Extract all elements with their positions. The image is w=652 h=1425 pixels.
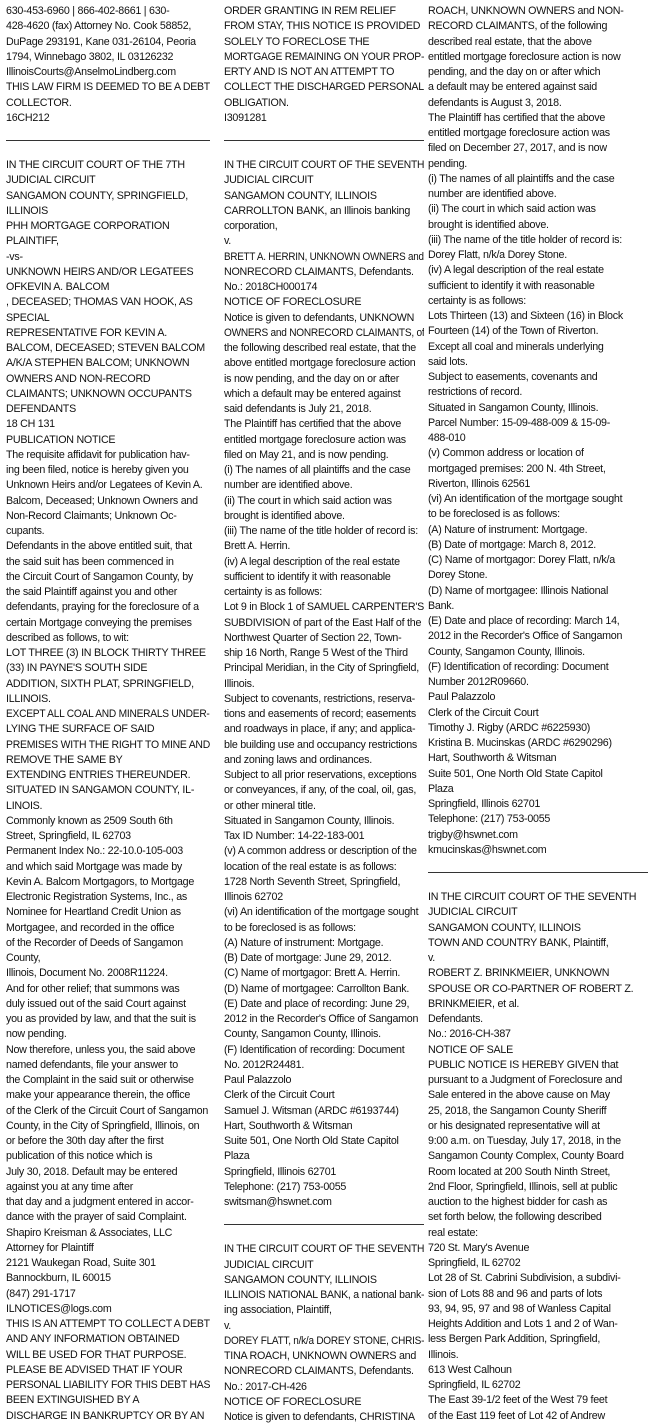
notice-text-line: County, Sangamon County, Illinois. — [224, 1028, 381, 1041]
notice-text-line: TOWN AND COUNTRY BANK, Plaintiff, — [428, 936, 609, 949]
notice-text-line: above entitled mortgage foreclosure action — [224, 357, 416, 370]
notice-text-line: Kevin A. Balcom Mortgagors, to Mortgage — [6, 875, 195, 888]
notice-text-line: entitled mortgage foreclosure action was — [224, 433, 406, 446]
notice-text-line: Defendants in the above entitled suit, that — [6, 540, 192, 553]
notice-text-line: or his designated representative will at — [428, 1119, 600, 1132]
notice-text-line: No.: 2017-CH-426 — [224, 1380, 307, 1393]
notice-text-line: The Plaintiff has certified that the above — [428, 111, 606, 124]
notice-text-line: filed on May 21, and is now pending. — [224, 448, 389, 461]
notice-text-line: (F) Identification of recording: Document — [224, 1043, 405, 1056]
notice-text-line: 25, 2018, the Sangamon County Sheriff — [428, 1104, 607, 1117]
notice-text-line: The East 39-1/2 feet of the West 79 feet — [428, 1394, 608, 1407]
notice-text-line: Plaza — [224, 1150, 250, 1163]
notice-text-line: 428-4620 (fax) Attorney No. Cook 58852, — [6, 20, 192, 33]
notice-text-line: TINA ROACH, UNKNOWN OWNERS and — [224, 1350, 417, 1362]
notice-text-line: Electronic Registration Systems, Inc., as — [6, 891, 188, 903]
notice-text-line: SUBDIVISION of part of the East Half of the — [224, 616, 422, 629]
notice-text-line: A/K/A STEPHEN BALCOM; UNKNOWN — [6, 357, 190, 370]
notice-text-line: ORDER GRANTING IN REM RELIEF — [224, 5, 396, 17]
notice-text-line: Timothy J. Rigby (ARDC #6225930) — [428, 721, 591, 734]
notice-text-line: of the East 119 feet of Lot 42 of Andrew — [428, 1409, 605, 1422]
notice-text-line: and which said Mortgage was made by — [6, 860, 183, 873]
notice-text-line: that day and a judgment entered in accor- — [6, 1196, 194, 1208]
notice-text-line: Springfield, IL 62702 — [428, 1257, 521, 1269]
notice-text-line: NOTICE OF SALE — [428, 1043, 513, 1056]
notice-text-line: OWNERS AND NON-RECORD — [6, 372, 151, 385]
notice-text-line: mortgaged premises: 200 N. 4th Street, — [428, 462, 606, 475]
notice-text-line: SANGAMON COUNTY, ILLINOIS — [428, 921, 581, 934]
notice-text-line: PUBLICATION NOTICE — [6, 433, 116, 446]
notice-text-line: ILNOTICES@logs.com — [6, 1302, 112, 1315]
notice-text-line: described real estate, that the above — [428, 35, 592, 48]
notice-text-line: ILLINOIS NATIONAL BANK, a national bank- — [224, 1289, 424, 1301]
legal-notice — [224, 4, 424, 126]
notice-text-line: I3091281 — [224, 111, 267, 124]
notice-text-line: Lot 28 of St. Cabrini Subdivision, a subdivi- — [428, 1272, 621, 1285]
notice-text-line: OWNERS and NONRECORD CLAIMANTS, of — [224, 326, 424, 339]
notice-text-line: (vi) An identification of the mortgage sought — [428, 493, 623, 505]
notice-text-line: ble building use and occupancy restrictions — [224, 738, 418, 751]
notice-text-line: (i) The names of all plaintiffs and the case — [224, 464, 411, 476]
notice-divider — [6, 140, 210, 141]
notice-text-line: OBLIGATION. — [224, 96, 289, 109]
notice-text-line: Clerk of the Circuit Court — [428, 706, 539, 719]
notice-text-line: Except all coal and minerals underlying — [428, 340, 604, 353]
notice-text-line: JUDICIAL CIRCUIT — [6, 174, 96, 187]
notice-text-line: July 30, 2018. Default may be entered — [6, 1165, 178, 1178]
notice-text-line: The requisite affidavit for publication hav- — [6, 448, 190, 461]
notice-text-line: Heights Addition and Lots 1 and 2 of Wan- — [428, 1318, 618, 1330]
notice-text-line: switsman@hswnet.com — [224, 1196, 332, 1208]
notice-text-line: County, — [6, 952, 41, 964]
notice-text-line: Street, Springfield, IL 62703 — [6, 830, 131, 842]
notice-text-line: DEFENDANTS — [6, 403, 76, 415]
notice-text-line: (B) Date of mortgage: March 8, 2012. — [428, 538, 597, 551]
notice-text-line: IN THE CIRCUIT COURT OF THE SEVENTH — [224, 159, 424, 171]
notice-text-line: Principal Meridian, in the City of Springfield, — [224, 662, 419, 675]
notice-text-line: Suite 501, One North Old State Capitol — [428, 767, 603, 780]
notice-text-line: SANGAMON COUNTY, ILLINOIS — [224, 1273, 377, 1286]
notice-text-line: SPECIAL — [6, 311, 50, 324]
notice-text-line: now pending. — [6, 1028, 67, 1041]
notice-text-line: Riverton, Illinois 62561 — [428, 477, 531, 490]
notice-text-line: number are identified above. — [428, 188, 557, 200]
notice-text-line: pending, and the day on or after which — [428, 66, 601, 78]
notice-text-line: IllinoisCourts@AnselmoLindberg.com — [6, 66, 176, 78]
notice-text-line: Brett A. Herrin. — [224, 540, 291, 553]
notice-text-line: CLAIMANTS; UNKNOWN OCCUPANTS — [6, 387, 192, 400]
notice-text-line: 2012 in the Recorder's Office of Sangamon — [224, 1013, 419, 1025]
notice-text-line: RECORD CLAIMANTS, of the following — [428, 20, 608, 33]
notice-text-line: LOT THREE (3) IN BLOCK THIRTY THREE — [6, 647, 206, 659]
notice-text-line: DISCHARGE IN BANKRUPTCY OR BY AN — [6, 1409, 205, 1422]
notice-text-line: corporation, — [224, 220, 278, 232]
notice-text-line: restrictions of record. — [428, 386, 523, 399]
notice-text-line: the said Plaintiff against you and other — [6, 586, 178, 598]
notice-text-line: make your appearance therein, the office — [6, 1089, 191, 1102]
notice-text-line: 2nd Floor, Springfield, Illinois, sell at public — [428, 1180, 618, 1193]
notice-text-line: REMOVE THE SAME BY — [6, 753, 123, 766]
notice-text-line: ing association, Plaintiff, — [224, 1304, 332, 1317]
notice-text-line: AND ANY INFORMATION OBTAINED — [6, 1333, 180, 1346]
notice-text-line: real estate: — [428, 1226, 478, 1239]
notice-text-line: which a default may be entered against — [224, 387, 401, 400]
notice-text-line: the Complaint in the said suit or otherwise — [6, 1074, 194, 1086]
notice-text-line: REPRESENTATIVE FOR KEVIN A. — [6, 326, 167, 339]
notice-text-line: to be foreclosed is as follows: — [224, 921, 356, 934]
notice-text-line: Illinois 62702 — [224, 891, 283, 903]
notice-text-line: entitled mortgage foreclosure action was — [428, 127, 610, 139]
notice-text-line: (847) 291-1717 — [6, 1287, 76, 1300]
notice-text-line: said lots. — [428, 355, 468, 368]
notice-text-line: kmucinskas@hswnet.com — [428, 843, 547, 856]
notice-text-line: (C) Name of mortgagor: Brett A. Herrin. — [224, 967, 401, 980]
notice-text-line: ship 16 North, Range 5 West of the Third — [224, 647, 408, 659]
notice-text-line: brought is identified above. — [224, 509, 345, 522]
notice-text-line: sufficient to identify it with reasonable — [224, 570, 391, 583]
notice-text-line: pending. — [428, 157, 468, 170]
notice-text-line: trigby@hswnet.com — [428, 828, 518, 841]
legal-notice — [224, 158, 424, 1210]
notice-text-line: Paul Palazzolo — [428, 691, 496, 704]
notice-text-line: duly issued out of the said Court against — [6, 997, 186, 1010]
notice-text-line: -vs- — [6, 250, 23, 263]
notice-text-line: IN THE CIRCUIT COURT OF THE SEVENTH — [428, 891, 637, 903]
notice-text-line: Subject to easements, covenants and — [428, 371, 598, 383]
notice-text-line: Number 2012R09660. — [428, 676, 529, 688]
notice-text-line: NOTICE OF FORECLOSURE — [224, 1395, 362, 1408]
notice-text-line: Sangamon County Complex, County Board — [428, 1150, 624, 1163]
notice-text-line: EXTENDING ENTRIES THEREUNDER. — [6, 769, 191, 781]
notice-text-line: the following described real estate, that the — [224, 342, 416, 354]
notice-text-line: JUDICIAL CIRCUIT — [224, 174, 314, 187]
notice-text-line: 630-453-6960 | 866-402-8661 | 630- — [6, 5, 170, 17]
notice-text-line: (iii) The name of the title holder of record is: — [428, 233, 622, 246]
notice-text-line: NONRECORD CLAIMANTS, Defendants. — [224, 265, 414, 278]
notice-text-line: CARROLLTON BANK, an Illinois banking — [224, 204, 411, 217]
notice-text-line: NONRECORD CLAIMANTS, Defendants. — [224, 1365, 414, 1378]
notice-text-line: Notice is given to defendants, CHRISTINA — [224, 1411, 415, 1423]
notice-text-line: SOLELY TO FORECLOSE THE — [224, 35, 370, 48]
notice-text-line: PREMISES WITH THE RIGHT TO MINE AND — [6, 738, 210, 751]
notice-text-line: Situated in Sangamon County, Illinois. — [428, 401, 599, 414]
notice-text-line: (iv) A legal description of the real estate — [428, 264, 604, 277]
notice-text-line: defendants, praying for the foreclosure of a — [6, 601, 199, 614]
notice-text-line: (A) Nature of instrument: Mortgage. — [224, 936, 384, 949]
notice-text-line: Room located at 200 South Ninth Street, — [428, 1165, 611, 1178]
notice-text-line: 93, 94, 95, 97 and 98 of Wanless Capital — [428, 1302, 611, 1315]
notice-text-line: Paul Palazzolo — [224, 1074, 292, 1086]
notice-text-line: or other mineral title. — [224, 799, 316, 812]
notice-text-line: Lot 9 in Block 1 of SAMUEL CARPENTER'S — [224, 601, 424, 614]
notice-text-line: And for other relief; that summons was — [6, 982, 180, 995]
notice-text-line: LYING THE SURFACE OF SAID — [6, 723, 155, 736]
notice-text-line: BRETT A. HERRIN, UNKNOWN OWNERS and — [224, 250, 424, 263]
notice-text-line: Northwest Quarter of Section 22, Town- — [224, 631, 402, 644]
notice-text-line: Bank. — [428, 599, 455, 612]
notice-text-line: (A) Nature of instrument: Mortgage. — [428, 523, 588, 536]
notice-text-line: ILLINOIS. — [6, 692, 51, 705]
notice-text-line: The Plaintiff has certified that the above — [224, 418, 402, 431]
notice-text-line: LINOIS. — [6, 799, 43, 812]
notice-text-line: (ii) The court in which said action was — [224, 494, 392, 507]
notice-text-line: PLEASE BE ADVISED THAT IF YOUR — [6, 1363, 183, 1376]
notice-text-line: sion of Lots 88 and 96 and parts of lots — [428, 1287, 603, 1300]
notice-text-line: location of the real estate is as follows: — [224, 860, 397, 873]
notice-text-line: Suite 501, One North Old State Capitol — [224, 1135, 399, 1147]
notice-text-line: ROBERT Z. BRINKMEIER, UNKNOWN — [428, 967, 610, 980]
notice-text-line: DOREY FLATT, n/k/a DOREY STONE, CHRIS- — [224, 1334, 424, 1347]
notice-text-line: UNKNOWN HEIRS AND/OR LEGATEES — [6, 265, 194, 278]
notice-text-line: publication of this notice which is — [6, 1150, 153, 1163]
column-left — [6, 4, 210, 1424]
notice-text-line: 16CH212 — [6, 111, 50, 124]
notice-text-line: Hart, Southworth & Witsman — [428, 752, 557, 765]
notice-divider — [428, 872, 648, 873]
notice-text-line: IN THE CIRCUIT COURT OF THE 7TH — [6, 159, 185, 171]
notice-text-line: Sale entered in the above cause on May — [428, 1089, 610, 1102]
notice-text-line: certainty is as follows: — [428, 294, 526, 307]
notice-text-line: FROM STAY, THIS NOTICE IS PROVIDED — [224, 20, 421, 33]
notice-text-line: THIS IS AN ATTEMPT TO COLLECT A DEBT — [6, 1318, 210, 1330]
notice-text-line: EXCEPT ALL COAL AND MINERALS UNDER- — [6, 708, 210, 720]
notice-text-line: 613 West Calhoun — [428, 1363, 512, 1376]
notice-text-line: Unknown Heirs and/or Legatees of Kevin A. — [6, 479, 203, 492]
notice-text-line: Samuel J. Witsman (ARDC #6193744) — [224, 1104, 399, 1117]
column-right — [428, 4, 648, 1424]
notice-text-line: said defendants is July 21, 2018. — [224, 403, 372, 415]
notice-text-line: Parcel Number: 15-09-488-009 & 15-09- — [428, 416, 611, 429]
notice-divider — [224, 1224, 424, 1225]
notice-text-line: Now therefore, unless you, the said above — [6, 1043, 196, 1056]
notice-text-line: (33) IN PAYNE'S SOUTH SIDE — [6, 662, 148, 675]
notice-text-line: Subject to all prior reservations, exceptions — [224, 769, 417, 781]
notice-divider — [224, 140, 424, 141]
notice-text-line: Fourteen (14) of the Town of Riverton. — [428, 325, 599, 338]
notice-text-line: entitled mortgage foreclosure action is now — [428, 50, 621, 63]
notice-text-line: to be foreclosed is as follows: — [428, 508, 560, 521]
legal-notice — [224, 1242, 424, 1425]
notice-text-line: OFKEVIN A. BALCOM — [6, 281, 110, 293]
notice-text-line: brought is identified above. — [428, 218, 549, 231]
notice-text-line: certain Mortgage conveying the premises — [6, 616, 192, 629]
notice-text-line: (E) Date and place of recording: March 14, — [428, 615, 620, 627]
notice-text-line: (iv) A legal description of the real estate — [224, 555, 400, 568]
notice-text-line: certainty is as follows: — [224, 586, 322, 598]
notice-text-line: SITUATED IN SANGAMON COUNTY, IL- — [6, 784, 195, 797]
notice-text-line: 18 CH 131 — [6, 418, 55, 431]
notice-text-line: Non-Record Claimants; Unknown Oc- — [6, 509, 177, 522]
notice-text-line: v. — [224, 235, 232, 248]
notice-text-line: COLLECT THE DISCHARGED PERSONAL — [224, 81, 424, 94]
notice-text-line: ing been filed, notice is hereby given you — [6, 464, 189, 476]
notice-text-line: you as provided by law, and that the suit is — [6, 1013, 196, 1025]
notice-text-line: of the Recorder of Deeds of Sangamon — [6, 936, 183, 949]
notice-text-line: v. — [224, 1319, 232, 1332]
notice-text-line: Defendants. — [428, 1013, 483, 1025]
notice-text-line: or conveyances, if any, of the coal, oil, gas, — [224, 784, 417, 797]
notice-text-line: Telephone: (217) 753-0055 — [428, 813, 551, 826]
notice-text-line: defendants is August 3, 2018. — [428, 96, 562, 109]
notice-text-line: (i) The names of all plaintiffs and the case — [428, 172, 615, 185]
notice-text-line: 488-010 — [428, 432, 466, 444]
notice-text-line: Situated in Sangamon County, Illinois. — [224, 814, 395, 827]
notice-text-line: tions and easements of record; easements — [224, 708, 416, 720]
notice-text-line: the said suit has been commenced in — [6, 555, 174, 568]
notice-text-line: County, Sangamon County, Illinois. — [428, 645, 585, 658]
notice-text-line: Kristina B. Mucinskas (ARDC #6290296) — [428, 737, 612, 749]
notice-text-line: THIS LAW FIRM IS DEEMED TO BE A DEBT — [6, 81, 210, 94]
notice-text-line: PERSONAL LIABILITY FOR THIS DEBT HAS — [6, 1379, 210, 1391]
notice-text-line: pursuant to a Judgment of Foreclosure and — [428, 1074, 623, 1086]
notice-text-line: (E) Date and place of recording: June 29, — [224, 997, 410, 1010]
notice-text-line: WILL BE USED FOR THAT PURPOSE. — [6, 1348, 187, 1361]
notice-text-line: County, in the City of Springfield, Illinois, on — [6, 1119, 200, 1132]
notice-text-line: ERTY AND IS NOT AN ATTEMPT TO — [224, 66, 395, 78]
notice-text-line: No. 2012R24481. — [224, 1058, 305, 1071]
notice-text-line: Tax ID Number: 14-22-183-001 — [224, 830, 365, 842]
notice-text-line: Shapiro Kreisman & Associates, LLC — [6, 1226, 173, 1239]
notice-text-line: Subject to covenants, restrictions, reserva- — [224, 692, 415, 705]
notice-text-line: (F) Identification of recording: Document — [428, 660, 609, 673]
notice-text-line: (v) A common address or description of the — [224, 845, 417, 858]
notice-text-line: Commonly known as 2509 South 6th — [6, 814, 173, 827]
notice-text-line: cupants. — [6, 525, 45, 537]
notice-text-line: ROACH, UNKNOWN OWNERS and NON- — [428, 5, 624, 17]
notice-text-line: is now pending, and the day on or after — [224, 372, 400, 385]
notice-text-line: and roadways in place, if any; and applica- — [224, 723, 416, 736]
notice-text-line: against you at any time after — [6, 1180, 134, 1193]
legal-notice — [6, 158, 210, 1424]
notice-text-line: (C) Name of mortgagor: Dorey Flatt, n/k/a — [428, 554, 615, 566]
notice-text-line: Balcom, Deceased; Unknown Owners and — [6, 494, 198, 507]
notice-text-line: ADDITION, SIXTH PLAT, SPRINGFIELD, — [6, 677, 194, 690]
notice-text-line: Telephone: (217) 753-0055 — [224, 1180, 347, 1193]
notice-text-line: SPOUSE OR CO-PARTNER OF ROBERT Z. — [428, 982, 634, 995]
notice-text-line: 720 St. Mary's Avenue — [428, 1241, 530, 1254]
notice-text-line: described as follows, to wit: — [6, 631, 129, 644]
notice-text-line: 9:00 a.m. on Tuesday, July 17, 2018, in the — [428, 1135, 621, 1147]
notice-text-line: Bannockburn, IL 60015 — [6, 1272, 111, 1285]
notice-text-line: dance with the prayer of said Complaint. — [6, 1211, 187, 1224]
notice-text-line: Dorey Flatt, n/k/a Dorey Stone. — [428, 249, 567, 261]
notice-text-line: Illinois. — [428, 1348, 459, 1361]
notice-text-line: Lots Thirteen (13) and Sixteen (16) in Block — [428, 310, 623, 322]
notice-text-line: (D) Name of mortgagee: Illinois National — [428, 584, 609, 597]
notice-text-line: (v) Common address or location of — [428, 447, 584, 460]
notice-text-line: BEEN EXTINGUISHED BY A — [6, 1394, 140, 1407]
notice-text-line: , DECEASED; THOMAS VAN HOOK, AS — [6, 296, 193, 309]
notice-text-line: 1728 North Seventh Street, Springfield, — [224, 875, 401, 888]
legal-notice — [428, 4, 648, 858]
notice-text-line: 2121 Waukegan Road, Suite 301 — [6, 1257, 156, 1269]
notice-text-line: (B) Date of mortgage: June 29, 2012. — [224, 952, 392, 964]
notice-text-line: sufficient to identify it with reasonable — [428, 279, 595, 292]
notice-text-line: COLLECTOR. — [6, 96, 72, 109]
notice-text-line: (ii) The court in which said action was — [428, 203, 596, 216]
notice-text-line: ILLINOIS — [6, 204, 48, 217]
notice-text-line: IN THE CIRCUIT COURT OF THE SEVENTH — [224, 1243, 424, 1256]
notice-text-line: PHH MORTGAGE CORPORATION — [6, 220, 170, 232]
notice-text-line: auction to the highest bidder for cash as — [428, 1196, 608, 1208]
notice-text-line: PUBLIC NOTICE IS HEREBY GIVEN that — [428, 1058, 619, 1071]
notice-text-line: Illinois. — [224, 677, 255, 690]
notice-text-line: (D) Name of mortgagee: Carrollton Bank. — [224, 982, 410, 995]
notice-text-line: of the Clerk of the Circuit Court of Sangamon — [6, 1104, 209, 1117]
notice-text-line: JUDICIAL CIRCUIT — [224, 1258, 314, 1271]
notice-text-line: NOTICE OF FORECLOSURE — [224, 296, 362, 309]
notice-text-line: Notice is given to defendants, UNKNOWN — [224, 311, 415, 324]
legal-notice — [6, 4, 210, 126]
notice-text-line: and zoning laws and ordinances. — [224, 753, 372, 766]
notice-text-line: number are identified above. — [224, 479, 353, 492]
notice-text-line: SANGAMON COUNTY, SPRINGFIELD, — [6, 189, 188, 202]
notice-text-line: the Circuit Court of Sangamon County, by — [6, 570, 194, 583]
notice-text-line: a default may be entered against said — [428, 81, 597, 94]
notice-text-line: 2012 in the Recorder's Office of Sangamon — [428, 630, 623, 643]
notice-text-line: BALCOM, DECEASED; STEVEN BALCOM — [6, 342, 205, 354]
notice-text-line: filed on December 27, 2017, and is now — [428, 142, 607, 155]
notice-text-line: Mortgagee, and recorded in the office — [6, 921, 175, 934]
notice-text-line: v. — [428, 952, 436, 964]
notice-text-line: No.: 2016-CH-387 — [428, 1028, 511, 1041]
notice-text-line: Springfield, Illinois 62701 — [428, 798, 541, 810]
column-middle — [224, 4, 424, 1425]
notice-text-line: DuPage 293191, Kane 031-26104, Peoria — [6, 35, 196, 48]
notice-text-line: BRINKMEIER, et al. — [428, 997, 520, 1010]
notice-text-line: No.: 2018CH000174 — [224, 281, 318, 293]
notice-text-line: SANGAMON COUNTY, ILLINOIS — [224, 189, 377, 202]
notice-text-line: Hart, Southworth & Witsman — [224, 1119, 353, 1132]
notice-text-line: Clerk of the Circuit Court — [224, 1089, 335, 1102]
notice-text-line: Plaza — [428, 782, 454, 795]
notice-text-line: Dorey Stone. — [428, 569, 488, 582]
notice-text-line: JUDICIAL CIRCUIT — [428, 906, 518, 919]
legal-notice — [428, 890, 648, 1424]
notice-text-line: MORTGAGE REMAINING ON YOUR PROP- — [224, 50, 424, 63]
notice-text-line: Permanent Index No.: 22-10.0-105-003 — [6, 845, 183, 858]
notice-text-line: Attorney for Plaintiff — [6, 1241, 94, 1254]
notice-text-line: or before the 30th day after the first — [6, 1135, 164, 1147]
notice-text-line: Nominee for Heartland Credit Union as — [6, 906, 181, 919]
notice-text-line: Illinois, Document No. 2008R11224. — [6, 967, 168, 980]
notice-text-line: Springfield, Illinois 62701 — [224, 1165, 337, 1178]
notice-text-line: (iii) The name of the title holder of record is: — [224, 525, 418, 537]
notice-text-line: PLAINTIFF, — [6, 235, 59, 248]
notice-text-line: named defendants, file your answer to — [6, 1058, 178, 1071]
notice-text-line: (vi) An identification of the mortgage sought — [224, 906, 419, 919]
notice-text-line: less Bergen Park Addition, Springfield, — [428, 1333, 601, 1346]
notice-text-line: set forth below, the following described — [428, 1211, 602, 1224]
notice-text-line: Springfield, IL 62702 — [428, 1379, 521, 1391]
notice-text-line: 1794, Winnebago 3802, IL 03126232 — [6, 50, 174, 63]
